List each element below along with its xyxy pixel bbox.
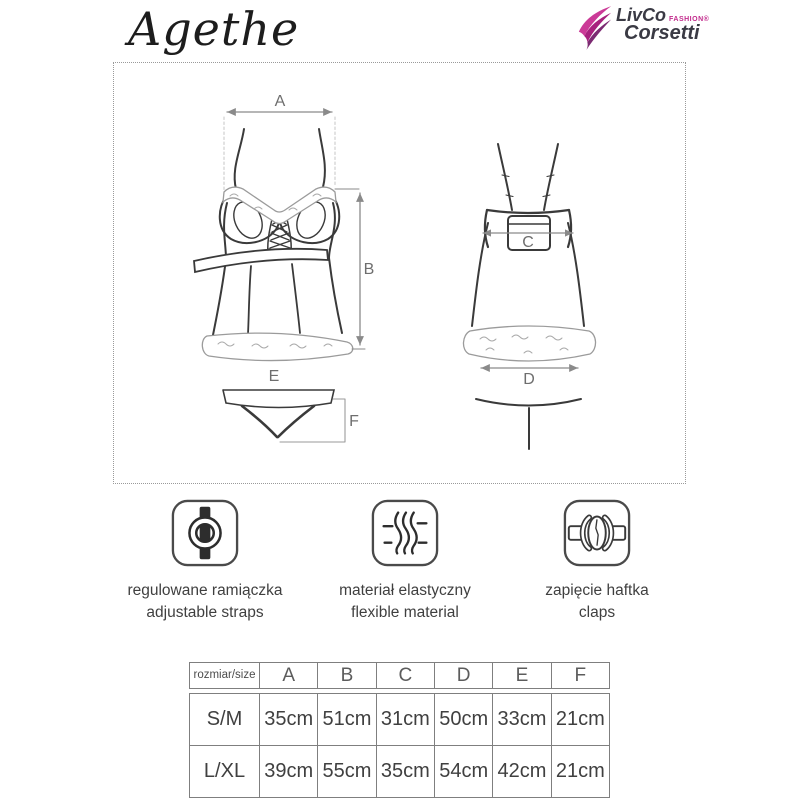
size-cell: 55cm bbox=[317, 745, 375, 797]
size-cell: 35cm bbox=[376, 745, 434, 797]
dim-label-e: E bbox=[268, 368, 280, 385]
back-view-drawing bbox=[463, 144, 595, 449]
brand-text bbox=[616, 6, 709, 43]
product-title: Agethe bbox=[128, 2, 300, 56]
back-hem-fur-trim bbox=[463, 326, 595, 361]
size-cell: 35cm bbox=[259, 694, 317, 745]
brand-name-bottom: Corsetti bbox=[624, 22, 700, 44]
feature-flexible-material bbox=[300, 498, 510, 623]
col-header-b: B bbox=[317, 663, 375, 688]
feature-caption-en: adjustable straps bbox=[146, 603, 264, 621]
col-header-d: D bbox=[434, 663, 492, 688]
dim-label-c: C bbox=[522, 234, 534, 251]
size-cell: 21cm bbox=[551, 694, 609, 745]
feature-adjustable-straps bbox=[100, 498, 310, 623]
feature-caption-en: claps bbox=[578, 603, 616, 621]
size-cell: 21cm bbox=[551, 745, 609, 797]
feature-caption-en: flexible material bbox=[351, 603, 459, 621]
garment-diagram bbox=[114, 63, 685, 483]
size-cell: 42cm bbox=[492, 745, 550, 797]
flexible-material-icon bbox=[370, 498, 440, 568]
front-view-drawing bbox=[194, 112, 365, 361]
size-cell: 54cm bbox=[434, 745, 492, 797]
brand-swoosh-icon bbox=[576, 6, 614, 50]
size-table-corner-label: rozmiar/size bbox=[193, 669, 256, 681]
size-table bbox=[189, 662, 610, 798]
technical-drawing-panel bbox=[113, 62, 686, 484]
brand-fashion-label: FASHION® bbox=[669, 16, 710, 23]
size-row-label: L/XL bbox=[190, 745, 259, 797]
dim-label-b: B bbox=[363, 261, 375, 278]
col-header-c: C bbox=[376, 663, 434, 688]
bust-fur-trim bbox=[223, 187, 336, 223]
col-header-a: A bbox=[259, 663, 317, 688]
size-table-header bbox=[189, 662, 610, 689]
size-cell: 31cm bbox=[376, 694, 434, 745]
feature-caption-pl: materiał elastyczny bbox=[339, 582, 471, 599]
size-cell: 51cm bbox=[317, 694, 375, 745]
feature-caption-pl: regulowane ramiączka bbox=[127, 582, 283, 599]
front-hem-fur-trim bbox=[202, 333, 352, 360]
size-cell: 39cm bbox=[259, 745, 317, 797]
dim-label-d: D bbox=[523, 371, 535, 388]
size-cell: 50cm bbox=[434, 694, 492, 745]
waist-band bbox=[194, 249, 328, 272]
adjustable-strap-icon bbox=[170, 498, 240, 568]
col-header-e: E bbox=[492, 663, 550, 688]
dim-label-f: F bbox=[349, 413, 359, 430]
feature-caption-pl: zapięcie haftka bbox=[545, 582, 649, 599]
dim-label-a: A bbox=[274, 93, 286, 110]
brand-name-top: LivCo bbox=[616, 5, 667, 25]
clasp-icon bbox=[562, 498, 632, 568]
brand-logo bbox=[576, 6, 709, 50]
size-row-label: S/M bbox=[206, 708, 243, 730]
size-cell: 33cm bbox=[492, 694, 550, 745]
panty-front-drawing bbox=[223, 390, 345, 442]
size-table-body bbox=[189, 693, 610, 798]
feature-clasp bbox=[492, 498, 702, 623]
col-header-f: F bbox=[551, 663, 609, 688]
